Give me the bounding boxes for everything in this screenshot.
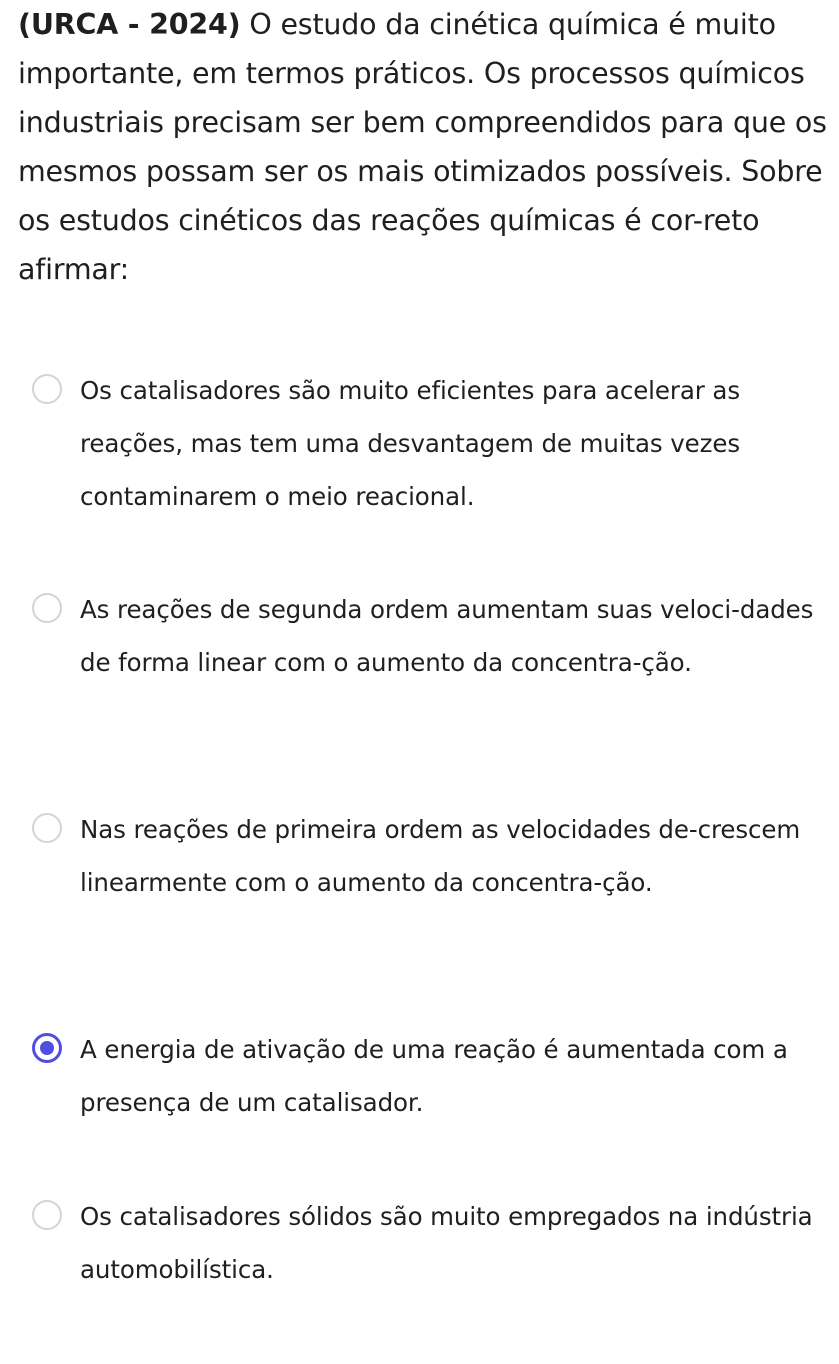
question-text: O estudo da cinética química é muito importante, em termos práticos. Os processos químicos industriais precisam ser bem compreendidos para que os mesmos possam ser os mais otimizados possíveis. Sobre os estudos cinéticos das reações químicas é cor-reto afirmar:: [18, 8, 827, 286]
option-b-text: As reações de segunda ordem aumentam suas veloci-dades de forma linear com o aumento da concentra-ção.: [80, 595, 814, 677]
question-source: (URCA - 2024): [18, 8, 241, 41]
radio-button-d[interactable]: [32, 1033, 62, 1063]
radio-button-c[interactable]: [32, 813, 62, 843]
option-d-text: A energia de ativação de uma reação é aumentada com a presença de um catalisador.: [80, 1035, 788, 1117]
radio-dot-icon: [40, 1041, 54, 1055]
radio-button-a[interactable]: [32, 374, 62, 404]
option-e-text: Os catalisadores sólidos são muito empregados na indústria automobilística.: [80, 1202, 813, 1284]
option-a-text: Os catalisadores são muito eficientes para acelerar as reações, mas tem uma desvantagem de muitas vezes contaminarem o meio reacional.: [80, 376, 741, 511]
question-statement: [18, 0, 833, 294]
option-b[interactable]: [32, 583, 832, 689]
radio-button-b[interactable]: [32, 593, 62, 623]
radio-button-e[interactable]: [32, 1200, 62, 1230]
option-c-text: Nas reações de primeira ordem as velocidades de-crescem linearmente com o aumento da concentra-ção.: [80, 815, 801, 897]
option-a[interactable]: [32, 364, 832, 523]
option-c[interactable]: [32, 803, 832, 909]
option-e[interactable]: [32, 1190, 832, 1296]
option-d[interactable]: [32, 1023, 832, 1129]
